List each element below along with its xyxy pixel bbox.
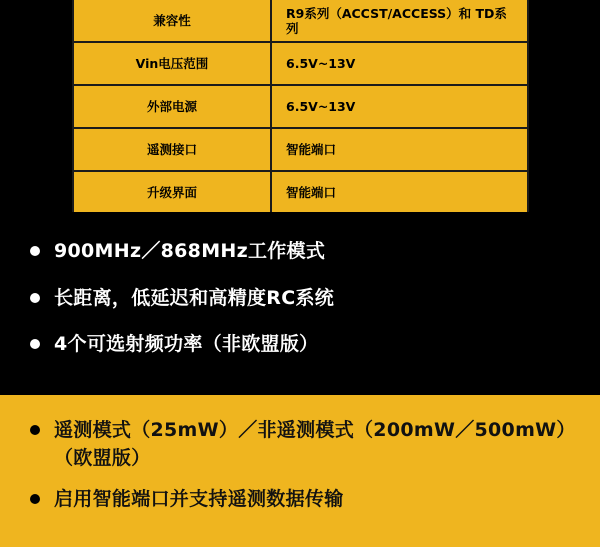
bullet-dot-icon [30, 293, 40, 303]
spec-label-cell: 升级界面 [73, 171, 271, 214]
spec-label-cell: 外部电源 [73, 85, 271, 128]
bullet-dot-icon [30, 246, 40, 256]
feature-text: 4个可选射频功率（非欧盟版） [54, 333, 319, 356]
spec-label-cell: 遥测接口 [73, 128, 271, 171]
specification-table [72, 0, 529, 215]
list-item [30, 486, 570, 514]
feature-text: 启用智能端口并支持遥测数据传输 [54, 488, 344, 511]
bullet-dot-icon [30, 494, 40, 504]
table-row [73, 128, 528, 171]
spec-value-cell: 智能端口 [271, 171, 528, 214]
list-item [30, 285, 570, 313]
feature-text: 长距离，低延迟和高精度RC系统 [54, 286, 335, 309]
spec-value-cell: 6.5V~13V [271, 42, 528, 85]
table-row [73, 0, 528, 42]
list-item [30, 238, 570, 266]
feature-text: 900MHz／868MHz工作模式 [54, 240, 326, 262]
table-row [73, 85, 528, 128]
spec-label-cell: Vin电压范围 [73, 42, 271, 85]
feature-list-highlight [0, 395, 600, 547]
spec-value-cell: R9系列（ACCST/ACCESS）和 TD系列 [271, 0, 528, 42]
specification-table-body [73, 0, 528, 214]
spec-value-cell: 智能端口 [271, 128, 528, 171]
feature-list-dark [0, 212, 600, 395]
table-row [73, 42, 528, 85]
bullet-dot-icon [30, 425, 40, 435]
bullet-dot-icon [30, 339, 40, 349]
table-row [73, 171, 528, 214]
feature-text: 遥测模式（25mW）／非遥测模式（200mW／500mW）（欧盟版） [54, 419, 567, 469]
spec-value-cell: 6.5V~13V [271, 85, 528, 128]
spec-label-cell: 兼容性 [73, 0, 271, 42]
list-item [30, 331, 570, 359]
list-item [30, 417, 570, 472]
